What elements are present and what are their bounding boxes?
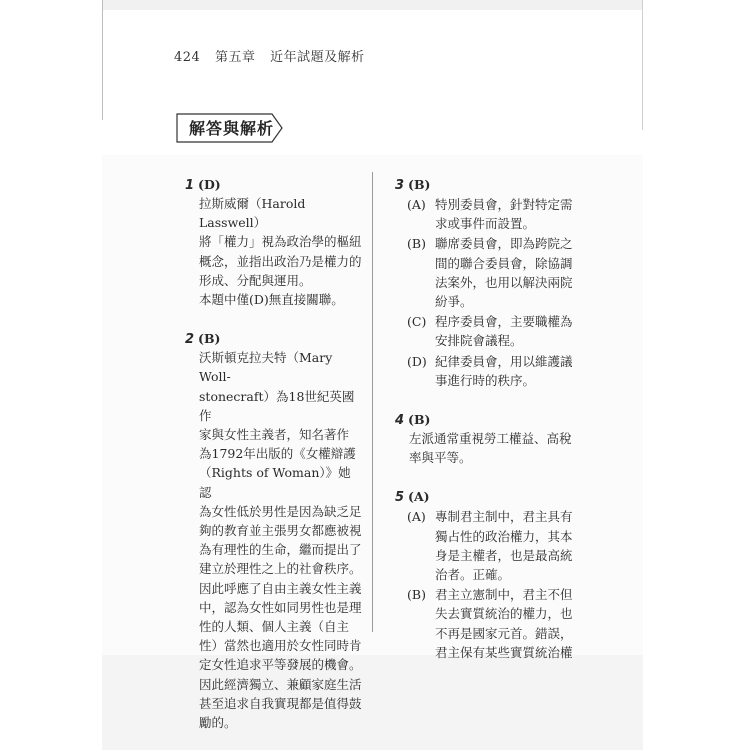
explanation-text: 拉斯威爾（Harold Lasswell） 將「權力」視為政治學的樞紐 概念，並指出政治乃是權力的 形成、分配與運用。 本題中僅(D)無直接關聯。 — [199, 196, 362, 308]
right-margin-rule — [642, 0, 643, 130]
running-header — [174, 46, 375, 65]
question-number: 4 — [395, 413, 405, 429]
option-text: 專制君主制中，君主具有 獨占性的政治權力，其本 身是主權者，也是最高統 治者。正確。 — [435, 509, 573, 583]
option-item — [395, 312, 575, 350]
option-item — [395, 585, 575, 662]
left-margin-rule — [102, 0, 103, 120]
answer-column-right — [395, 175, 575, 682]
answer-item — [395, 410, 575, 467]
option-text: 特別委員會，針對特定需 求或事件而設置。 — [435, 197, 573, 232]
option-label: (B) — [407, 587, 426, 603]
explanation-text: 沃斯頓克拉夫特（Mary Woll- stonecraft）為18世紀英國作 家與女性主義者，知名著作 為1792年出版的《女權辯護 （Rights of Woman）》她認 為女性低於男性是因為缺乏足 夠的教育並主張男女都應被視 為有理性的生命，繼而提出了 建立於理性之上的社會秩序。 因此呼應了自由主義女性主義 中，認為女性如同男性也是理 性的人類、個人主義（自主 性）當然也適用於女性同時肯 定女性追求平等發展的機會。 因此經濟獨立、兼顧家庭生活 甚至追求自我實現都是值得鼓 勵的。 — [199, 350, 362, 731]
option-item — [395, 195, 575, 233]
option-item — [395, 234, 575, 311]
option-text: 聯席委員會，即為跨院之 間的聯合委員會，除協調 法案外，也用以解決兩院 紛爭。 — [435, 236, 573, 310]
page-number: 424 — [174, 50, 201, 65]
explanation-text: 左派通常重視勞工權益、高稅 率與平等。 — [409, 431, 572, 466]
question-number: 1 — [185, 178, 195, 193]
chapter-title: 近年試題及解析 — [270, 50, 365, 65]
option-text: 紀律委員會，用以維護議 事進行時的秩序。 — [435, 353, 573, 388]
column-divider — [372, 172, 373, 632]
answer-letter: (B) — [198, 331, 221, 347]
option-text: 君主立憲制中，君主不但 失去實質統治的權力，也 不再是國家元首。錯誤， 君主保有某些實質統治權 — [435, 587, 573, 660]
answer-column-left — [185, 175, 363, 752]
option-label: (B) — [407, 236, 426, 252]
option-label: (A) — [407, 509, 426, 525]
answer-letter: (D) — [198, 177, 221, 192]
option-item — [395, 507, 575, 584]
question-number: 3 — [395, 178, 405, 193]
question-number: 2 — [185, 332, 195, 348]
answer-item — [185, 175, 363, 309]
answer-letter: (A) — [408, 489, 430, 505]
chapter-label: 第五章 — [214, 50, 256, 65]
option-label: (C) — [407, 314, 427, 330]
answer-letter: (B) — [408, 177, 431, 192]
option-label: (D) — [407, 353, 427, 369]
section-title: 解答與解析 — [189, 119, 275, 138]
answer-item — [395, 487, 575, 662]
option-text: 程序委員會，主要職權為 安排院會議程。 — [435, 314, 573, 349]
section-title-tab — [176, 113, 276, 141]
option-label: (A) — [407, 197, 426, 212]
question-number: 5 — [395, 490, 405, 506]
answer-item — [185, 329, 363, 732]
answer-letter: (B) — [408, 412, 431, 428]
answer-item — [395, 175, 575, 390]
option-item — [395, 352, 575, 390]
